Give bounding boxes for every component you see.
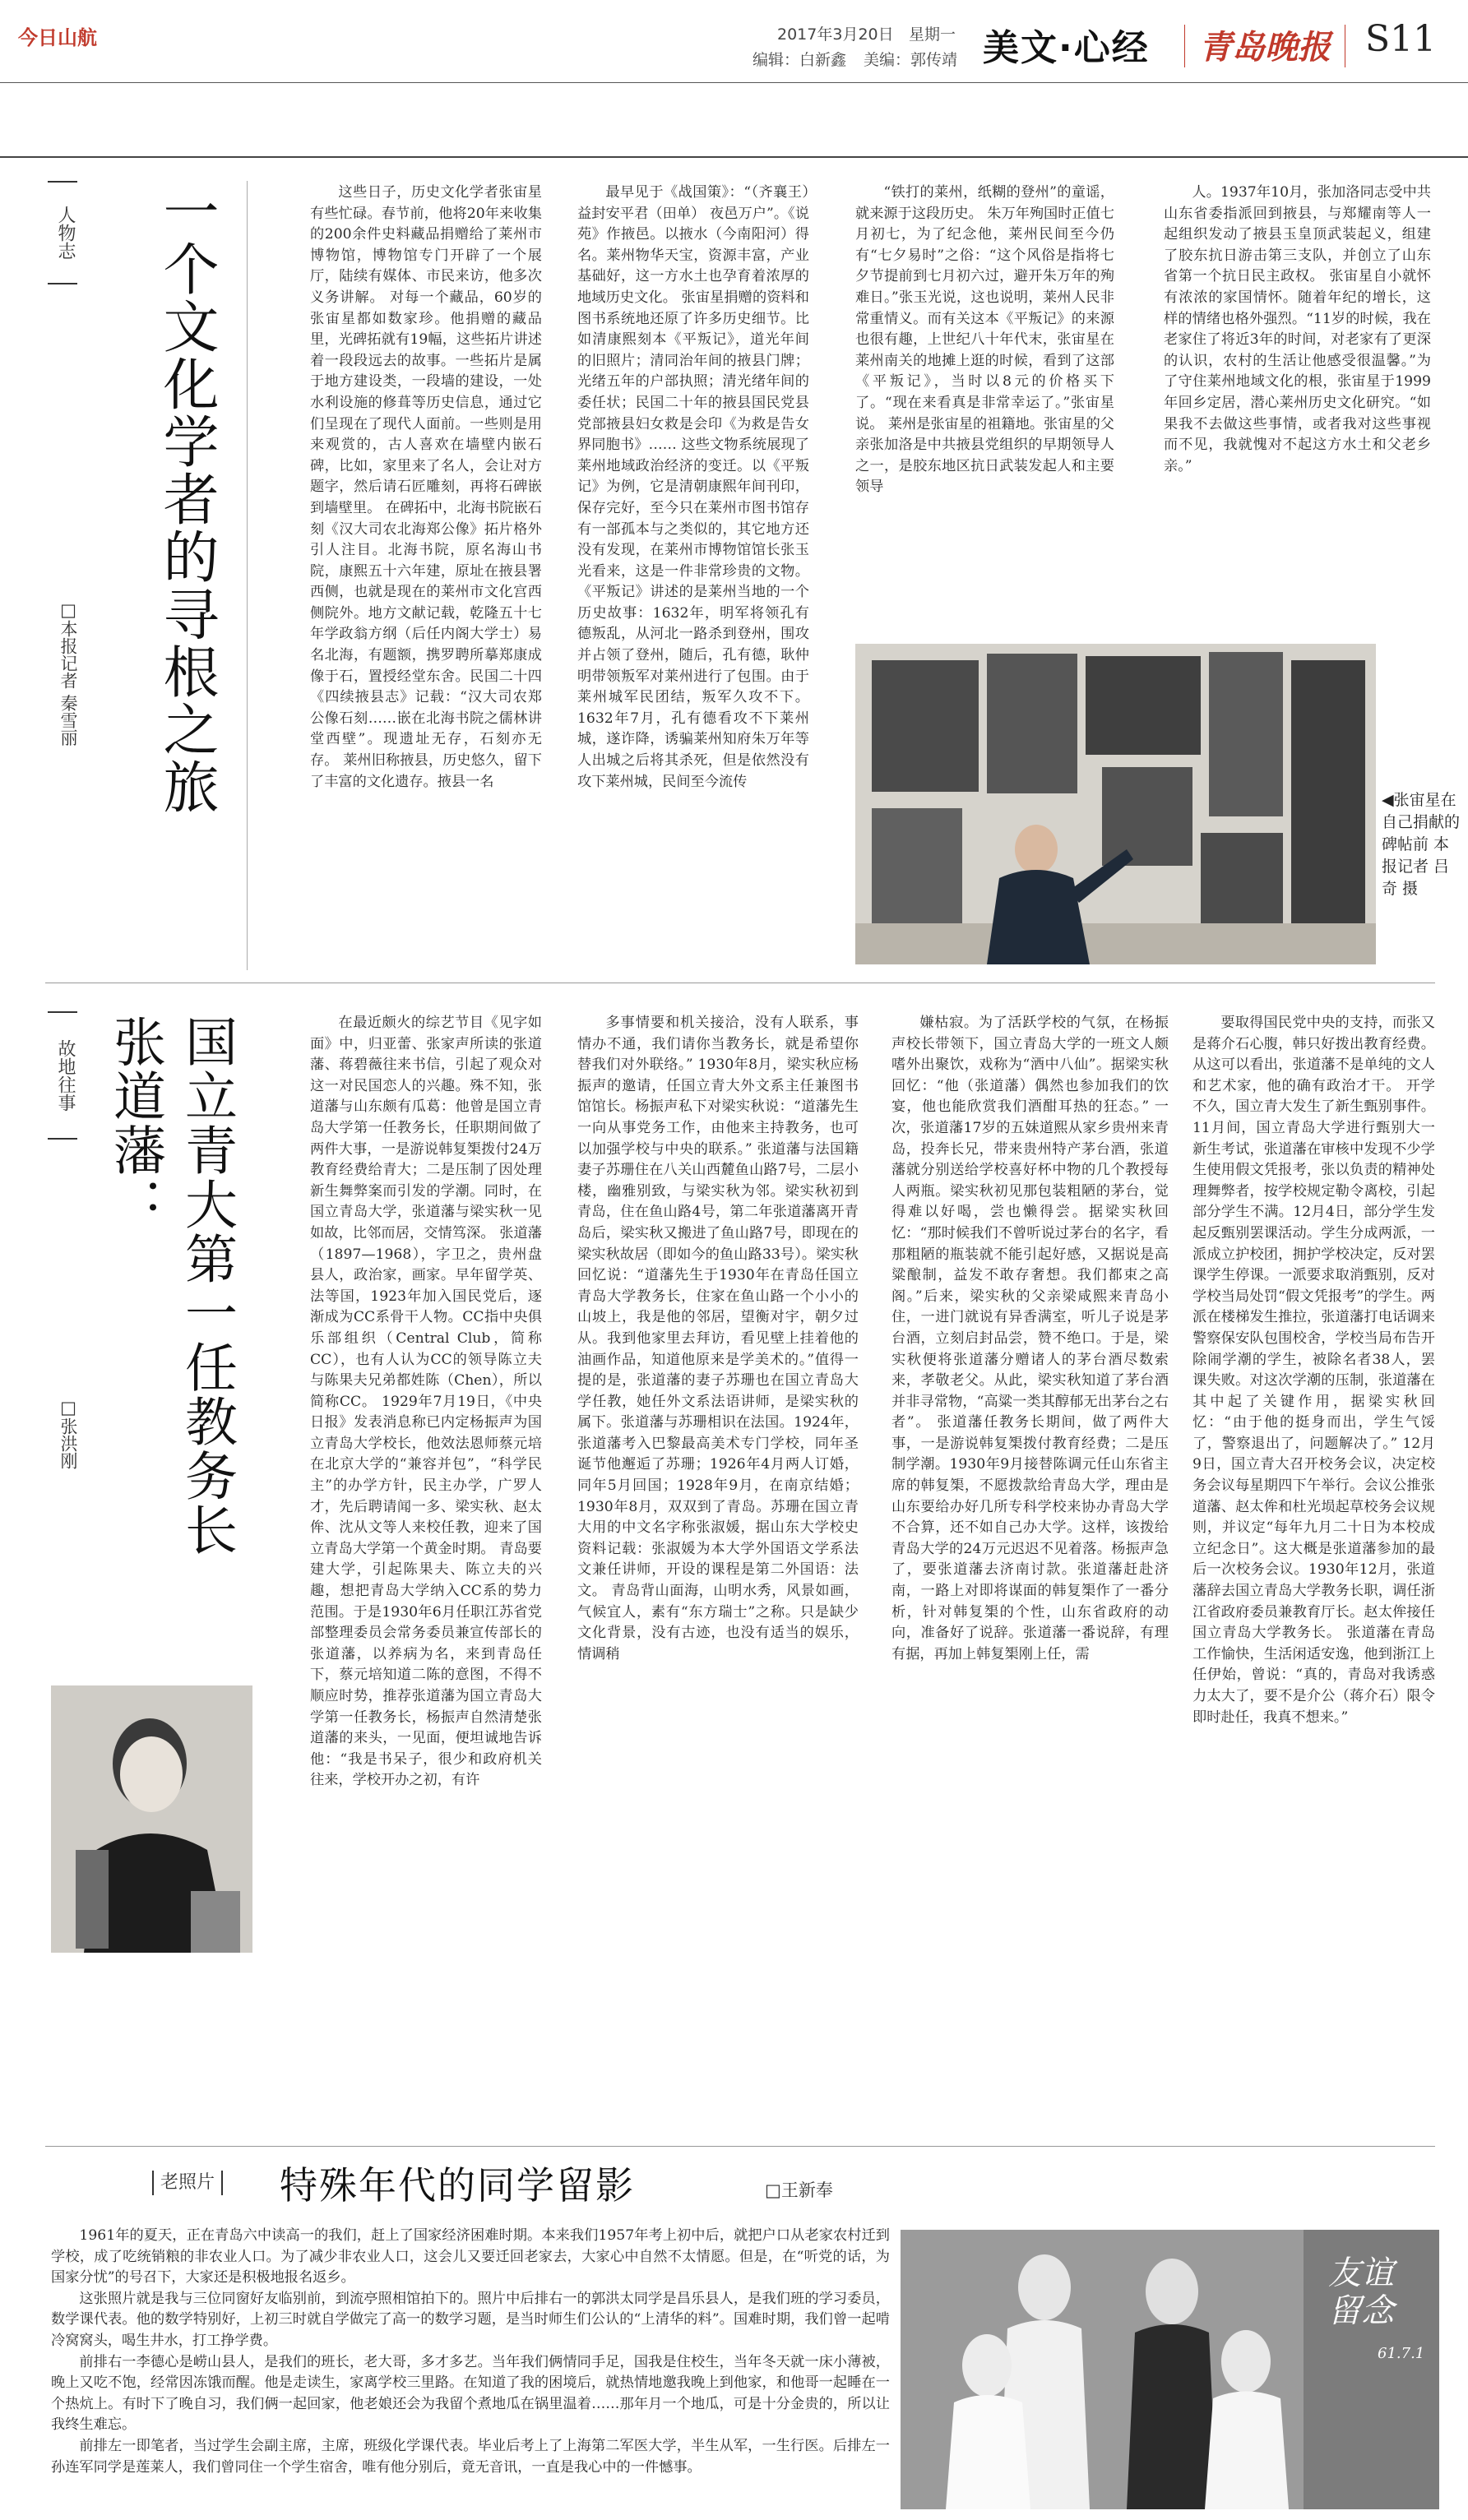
article2-col-4: 要取得国民党中央的支持，而张又是蒋介石心腹，韩只好拨出教育经费。从这可以看出，张道藩不是单纯的文人和艺术家，他的确有政治才干。 开学不久，国立青大发生了新生甄别事件。11月间，国立青岛大学进行甄别大一新生考试，张道藩在审核中发现不少学生使用假文凭报考，张以负责的精神处理舞弊者，按学校规定勒令离校，引起部分学生不满。12月4日，部分学生发起反甄别罢课活动。学生分成两派，一派成立护校团，拥护学校决定，反对罢课学生停课。一派要求取消甄别，反对学校当局处罚“假文凭报考”的学生。两派在楼梯发生推拉，张道藩打电话调来警察保安队包围校舍，学校当局布告开除闹学潮的学生，被除名者38人，罢课失败。对这次学潮的压制，张道藩在其中起了关键作用，据梁实秋回忆：“由于他的挺身而出，学生气馁了，警察退出了，问题解决了。” 12月9日，国立青大召开校务会议，决定校务会议每星期四下午举行。会议公推张道藩、赵太侔和杜光埙起草校务会议规则，并议定“每年九月二十日为本校成立纪念日”。这大概是张道藩参加的最后一次校务会议。1930年12月，张道藩辞去国立青岛大学教务长职，调任浙江省政府委员兼教育厅长。赵太侔接任国立青岛大学教务长。 张道藩在青岛工作愉快，生活闲适安逸，他到浙江上任伊始，曾说：“真的，青岛对我诱惑力太大了，要不是介公（蒋介石）限令即时赴任，我真不想来。” <box>1192 1015 1435 1726</box>
editor-credit: 编辑：白新鑫 <box>753 51 847 69</box>
article1-byline: □本报记者 秦雪丽 <box>58 600 78 747</box>
article1-photo-caption: ◀张宙星在自己捐献的碑帖前 本报记者 吕奇 摄 <box>1382 791 1461 898</box>
article2-title-line1: 国立青大第一任教务长 <box>176 1015 237 1557</box>
article3-tag-label: 老照片 <box>160 2172 215 2193</box>
header-rule-thin <box>0 156 1468 158</box>
article1-col-1: 这些日子，历史文化学者张宙星有些忙碌。春节前，他将20年来收集的200余件史料藏品捐赠给了莱州市博物馆，博物馆专门开辟了一个展厅，陆续有媒体、市民来访，他多次义务讲解。 对每一个藏品，60岁的张宙星都如数家珍。他捐赠的藏品里，光碑拓就有19幅，这些拓片讲述着一段段远去的故事。一些拓片是属于地方建设类，一段墙的建设，一处水利设施的修葺等历史信息，通过它们呈现在了现代人面前。一些则是用来观赏的，古人喜欢在墙壁内嵌石碑，比如，家里来了名人，会让对方题字，然后请石匠雕刻，再将石碑嵌到墙壁里。 在碑拓中，北海书院嵌石刻《汉大司农北海郑公像》拓片格外引人注目。北海书院，原名海山书院，康熙五十六年建，原址在掖县署西侧，也就是现在的莱州市文化宫西侧院外。地方文献记载，乾隆五十七年学政翁方纲（后任内阁大学士）易名北海，有题额，携罗聘所摹郑康成像于石，置授经堂东舍。民国二十四《四续掖县志》记载：“汉大司农郑公像石刻……嵌在北海书院之儒林讲堂西壁”。现遗址无存，石刻亦无存。 莱州旧称掖县，历史悠久，留下了丰富的文化遗存。掖县一名 <box>310 184 542 790</box>
article2-col-2: 多事情要和机关接洽，没有人联系，事情办不通，我们请你当教务长，就是希望你替我们对外联络。” 1930年8月，梁实秋应杨振声的邀请，任国立青大外文系主任兼图书馆馆长。杨振声私下对梁实秋说：“道藩先生一向从事党务工作，由他来主持教务，也可以加强学校与中央的联系。” 张道藩与法国籍妻子苏珊住在八关山西麓鱼山路7号，二层小楼，幽雅别致，与梁实秋为邻。梁实秋初到青岛，住在鱼山路4号，第二年张道藩离开青岛后，梁实秋又搬进了鱼山路7号，即现在的梁实秋故居（即如今的鱼山路33号）。梁实秋回忆说：“道藩先生于1930年在青岛任国立青岛大学教务长，住家在鱼山路一个小小的山坡上，我是他的邻居，望衡对宇，朝夕过从。我到他家里去拜访，看见壁上挂着他的油画作品，知道他原来是学美术的。”值得一提的是，张道藩的妻子苏珊也在国立青岛大学任教，她任外文系法语讲师，是梁实秋的属下。张道藩与苏珊相识在法国。1924年，张道藩考入巴黎最高美术专门学校，同年圣诞节他邂逅了苏珊；1926年4月两人订婚，同年5月回国；1928年9月，在南京结婚；1930年8月，双双到了青岛。苏珊在国立青大用的中文名字称张淑媛，据山东大学校史资料记载：张淑媛为本大学外国语文学系法文兼任讲师，开设的课程是第二外国语：法文。 青岛背山面海，山明水秀，风景如画，气候宜人，素有“东方瑞士”之称。只是缺少文化背景，没有古迹，也没有适当的娱乐，情调稍 <box>577 1015 859 1662</box>
article1-col-2: 最早见于《战国策》：“（齐襄王）益封安平君（田单） 夜邑万户”。《说苑》作掖邑。以掖水（今南阳河）得名。莱州物华天宝，资源丰富，产业基础好，这一方水土也孕育着浓厚的地域历史文化。 张宙星捐赠的资料和图书系统地还原了许多历史细节。比如清康熙刻本《平叛记》，道光年间的旧照片；清同治年间的掖县门牌；光绪五年的户部执照；清光绪年间的委任状；民国二十年的掖县国民党县党部掖县妇女救是会印《为救是告女界同胞书》…… 这些文物系统展现了莱州地域政治经济的变迁。以《平叛记》为例，它是清朝康熙年间刊印，保存完好，至今只在莱州市图书馆存有一部孤本与之类似的，其它地方还没有发现，在莱州市博物馆馆长张玉光看来，这是一件非常珍贵的文物。《平叛记》讲述的是莱州当地的一个历史故事：1632年，明军将领孔有德叛乱，从河北一路杀到登州，围攻并占领了登州，随后，孔有德，耿仲明带领叛军对莱州进行了包围。由于莱州城军民团结，叛军久攻不下。1632年7月，孔有德看攻不下莱州城，遂诈降，诱骗莱州知府朱万年等人出城之后将其杀死，但是依然没有攻下莱州城，民间至今流传 <box>577 184 809 790</box>
designer-credit: 美编：郭传靖 <box>864 51 958 69</box>
article2-col-1: 在最近颇火的综艺节目《见字如面》中，归亚蕾、张家声所读的张道藩、蒋碧薇往来书信，引起了观众对这一对民国恋人的兴趣。殊不知，张道藩与山东颇有瓜葛：他曾是国立青岛大学第一任教务长，任职期间做了两件大事，一是游说韩复榘拨付24万教育经费给青大；二是压制了因处理新生舞弊案而引发的学潮。同时，在国立青岛大学，张道藩与梁实秋一见如故，比邻而居，交情笃深。 张道藩（1897—1968），字卫之，贵州盘县人，政治家，画家。早年留学英、法等国，1923年加入国民党后，逐渐成为CC系骨干人物。CC指中央俱乐部组织（Central Club，简称CC），也有人认为CC的领导陈立夫与陈果夫兄弟都姓陈（Chen），所以简称CC。 1929年7月19日，《中央日报》发表消息称已内定杨振声为国立青岛大学校长，他效法恩师蔡元培在北京大学的“兼容并包”，“科学民主”的办学方针，民主办学，广罗人才，先后聘请闻一多、梁实秋、赵太侔、沈从文等人来校任教，迎来了国立青岛大学第一个黄金时期。 青岛要建大学，引起陈果夫、陈立夫的兴趣，想把青岛大学纳入CC系的势力范围。于是1930年6月任职江苏省党部整理委员会常务委员兼宣传部长的张道藩，以养病为名，来到青岛任下，蔡元培知道二陈的意图，不得不顺应时势，推荐张道藩为国立青岛大学第一任教务长，杨振声自然清楚张道藩的来头，一见面，便坦诚地告诉他：“我是书呆子，很少和政府机关往来，学校开办之初，有许 <box>310 1015 542 1789</box>
article2-portrait <box>51 1685 252 1953</box>
article2-col-3: 嫌枯寂。为了活跃学校的气氛，在杨振声校长带领下，国立青岛大学的一班文人颇嗜外出聚饮，戏称为“酒中八仙”。据梁实秋回忆：“他（张道藩）偶然也参加我们的饮宴，他也能欣赏我们酒酣耳热的狂态。” 一次，张道藩17岁的五妹道熙从家乡贵州来青岛，投奔长兄，带来贵州特产茅台酒，张道藩就分别送给学校喜好杯中物的几个教授每人两瓶。梁实秋初见那包装粗陋的茅台，觉得难以好喝，尝也懒得尝。据梁实秋回忆：“那时候我们不曾听说过茅台的名字，看那粗陋的瓶装就不能引起好感，又据说是高粱酿制，益发不敢存奢想。我们都束之高阁。”后来，梁实秋的父亲梁咸熙来青岛小住，一进门就说有异香满室，听儿子说是茅台酒，立刻启封品尝，赞不绝口。于是，梁实秋便将张道藩分赠诸人的茅台酒尽数索来，孝敬老父。从此，梁实秋知道了茅台酒并非寻常物，“高粱一类其醇郁无出茅台之右者”。 张道藩任教务长期间，做了两件大事，一是游说韩复榘拨付教育经费；二是压制学潮。1930年9月接替陈调元任山东省主席的韩复榘，不愿拨款给青岛大学，理由是山东要给办好几所专科学校来协办青岛大学不合算，还不如自己办大学。这样，该拨给青岛大学的24万元迟迟不见着落。杨振声急了，要张道藩去济南讨款。张道藩赶赴济南，一路上对即将谋面的韩复榘作了一番分析，针对韩复榘的个性，山东省政府的动向，准备好了说辞。张道藩一番说辞，有理有据，再加上韩复榘刚上任，需 <box>891 1015 1169 1662</box>
stele-rubbings-image <box>855 644 1376 964</box>
header-divider <box>1184 25 1185 67</box>
article3-tag <box>152 2171 223 2195</box>
article1-tag: 人物志 <box>48 181 77 284</box>
article1-photo <box>855 644 1376 964</box>
section-divider-2 <box>45 2146 1435 2147</box>
article3-group-photo <box>901 2230 1439 2509</box>
section-title: 美文·心经 <box>983 27 1150 69</box>
issue-weekday: 星期一 <box>909 25 956 44</box>
article2-byline: □张洪刚 <box>58 1398 78 1469</box>
header-rule <box>0 82 1468 83</box>
article2-title-line2: 张道藩： <box>104 1015 165 1232</box>
issue-date: 2017年3月20日 <box>777 25 894 44</box>
article3-title: 特殊年代的同学留影 <box>280 2163 635 2208</box>
article3-text <box>51 2226 890 2509</box>
article3-byline: □王新奉 <box>765 2180 833 2200</box>
article2-tag: 故地往事 <box>48 1011 77 1140</box>
article3-para-1: 1961年的夏天，正在青岛六中读高一的我们，赶上了国家经济困难时期。本来我们1957年考上初中后，就把户口从老家农村迁到学校，成了吃统销粮的非农业人口。为了减少非农业人口，这会儿又要迁回老家去，大家心中自然不太情愿。但是，在“听党的话，为国家分忧”的号召下，大家还是积极地报名返乡。 <box>51 2227 890 2286</box>
article3-para-2: 这张照片就是我与三位同窗好友临别前，到流亭照相馆拍下的。照片中后排右一的郭洪太同学是昌乐县人，是我们班的学习委员，数学课代表。他的数学特别好，上初三时就自学做完了高一的数学习题，是当时师生们公认的“上清华的料”。国难时期，我们曾一起啃冷窝窝头，喝生井水，打工挣学费。 <box>51 2290 890 2349</box>
article3-para-4: 前排左一即笔者，当过学生会副主席，主席，班级化学课代表。毕业后考上了上海第二军医大学，半生从军，一生行医。后排左一孙连军同学是莲莱人，我们曾同住一个学生宿舍，唯有他分别后，竟无音讯，一直是我心中的一件憾事。 <box>51 2437 890 2476</box>
page-number: S11 <box>1365 18 1437 60</box>
section-label: 今日山航 <box>18 26 97 49</box>
article1-col-4: 人。1937年10月，张加洛同志受中共山东省委指派回到掖县，与郑耀南等人一起组织发动了掖县玉皇顶武装起义，组建了胶东抗日游击第三支队，并创立了山东省第一个抗日民主政权。 张宙星自小就怀有浓浓的家国情怀。随着年纪的增长，这样的情绪也格外强烈。“11岁的时候，我在老家住了将近3年的时间，对老家有了更深的认识，农村的生活让他感受很温馨。”为了守住莱州地域文化的根，张宙星于1999年回乡定居，潜心莱州历史文化研究。“如果我不去做这些事情，或者我对这些事视而不见，我就愧对不起这方水土和父老乡亲。” <box>1164 184 1431 474</box>
masthead-logo: 青岛晚报 <box>1199 28 1331 67</box>
photo-date: 61.7.1 <box>1378 2345 1425 2362</box>
photo-inscription: 友谊留念 <box>1328 2254 1394 2330</box>
portrait-image <box>51 1685 252 1953</box>
article1-divider <box>247 181 248 970</box>
article1-col-3: “铁打的莱州，纸糊的登州”的童谣，就来源于这段历史。 朱万年殉国时正值七月初七，为了纪念他，莱州民间至今仍有“七夕易时”之俗：“这个风俗是指将七夕节提前到七月初六过，避开朱万年的殉难日。”张玉光说，这也说明，莱州人民非常重情义。而有关这本《平叛记》的来源也很有趣，上世纪八十年代末，张宙星在莱州南关的地摊上逛的时候，看到了这部《平叛记》，当时以8元的价格买下了。“现在来看真是非常幸运了。”张宙星说。 莱州是张宙星的祖籍地。张宙星的父亲张加洛是中共掖县党组织的早期领导人之一，是胶东地区抗日武装发起人和主要领导 <box>855 184 1114 496</box>
article1-title: 一个文化学者的寻根之旅 <box>154 183 219 816</box>
article3-para-3: 前排右一李德心是崂山县人，是我们的班长，老大哥，多才多艺。当年我们俩情同手足，国我是住校生，当年冬天就一床小薄被，晚上又吃不饱，经常因冻饿而醒。他是走读生，家离学校三里路。在知道了我的困境后，就热情地邀我晚上到他家，和他哥一起睡在一个热炕上。有时下了晚自习，我们俩一起回家，他老娘还会为我留个煮地瓜在锅里温着……那年月一个地瓜，可是十分金贵的，所以让我终生难忘。 <box>51 2353 890 2434</box>
